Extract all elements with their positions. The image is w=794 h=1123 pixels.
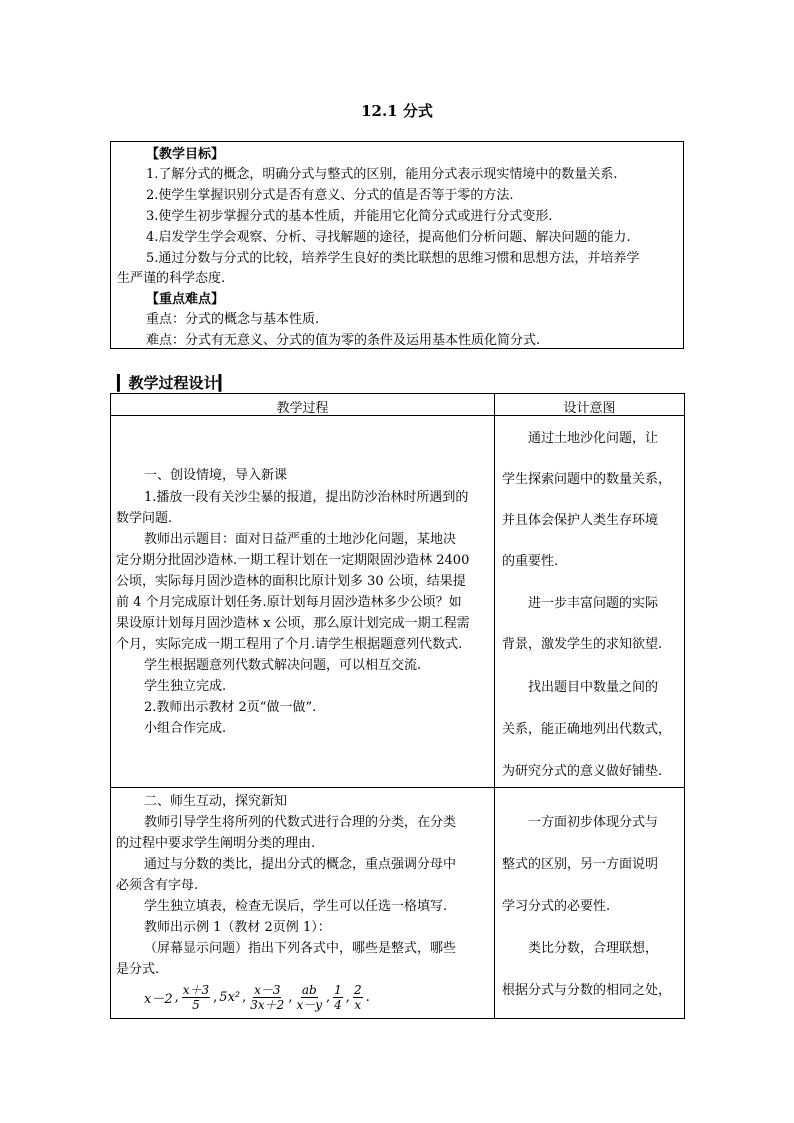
row1-right-line: 并且体会保护人类生存环境 <box>502 513 659 528</box>
objective-item-5: 5.通过分数与分式的比较，培养学生良好的类比联想的思维习惯和思想方法，并培养学 <box>146 251 640 266</box>
row2-left-line: 教师出示例 1（教材 2页例 1）： <box>144 920 331 935</box>
row1-left-line: 定分期分批固沙造林.一期工程计划在一定期限固沙造林 2400 <box>116 553 470 568</box>
process-table <box>110 393 685 1019</box>
objective-item-2: 2.使学生掌握识别分式是否有意义、分式的值是否等于零的方法. <box>146 188 514 203</box>
objective-item-1: 1.了解分式的概念，明确分式与整式的区别，能用分式表示现实情境中的数量关系. <box>146 167 618 182</box>
row1-left-line: 数学问题. <box>116 511 173 526</box>
row2-right-line: 整式的区别，另一方面说明 <box>502 857 659 872</box>
row1-left-line: 教师出示题目：面对日益严重的土地沙化问题，某地决 <box>144 532 457 547</box>
row-divider <box>111 787 684 788</box>
expr-fraction-3: $\frac{ab}{x-y}$ <box>296 983 323 1012</box>
row1-right-line: 关系，能正确地列出代数式， <box>502 722 672 737</box>
row1-right-line: 进一步丰富问题的实际 <box>528 596 659 611</box>
objective-item-5-cont: 生严谨的科学态度. <box>117 271 226 286</box>
row2-right-line: 根据分式与分数的相同之处， <box>502 983 672 998</box>
row2-left-line: 的过程中要求学生阐明分类的理由. <box>116 836 316 851</box>
row1-left-line: 一、创设情境，导入新课 <box>144 468 288 483</box>
row1-left-line: 小组合作完成. <box>144 721 227 736</box>
row2-left-line: （屏幕显示问题）指出下列各式中，哪些是整式，哪些 <box>144 941 457 956</box>
key-point: 重点：分式的概念与基本性质. <box>146 312 320 327</box>
row2-left-line: 学生独立填表，检查无误后，学生可以任选一格填写. <box>144 899 448 914</box>
row1-left-line: 学生独立完成. <box>144 679 227 694</box>
row1-right-line: 背景，激发学生的求知欲望. <box>502 637 663 652</box>
section-label: ▎教学过程设计▎ <box>117 374 231 392</box>
objective-item-3: 3.使学生初步掌握分式的基本性质，并能用它化简分式或进行分式变形. <box>146 209 553 224</box>
row2-left-line: 通过与分数的类比，提出分式的概念，重点强调分母中 <box>144 857 457 872</box>
header-intent: 设计意图 <box>563 401 616 416</box>
row1-right-line: 找出题目中数量之间的 <box>528 680 659 695</box>
expr-1: x－2 <box>144 992 173 1007</box>
objective-item-4: 4.启发学生学会观察、分析、寻找解题的途径，提高他们分析问题、解决问题的能力. <box>146 230 631 245</box>
row2-right-line: 类比分数，合理联想， <box>528 941 659 956</box>
row1-right-line: 通过土地沙化问题，让 <box>528 431 659 446</box>
row1-right-line: 学生探索问题中的数量关系， <box>502 472 672 487</box>
row1-left-line: 2.教师出示教材 2页“做一做”. <box>144 700 317 715</box>
row1-right-line: 的重要性. <box>502 554 559 569</box>
objectives-box <box>110 141 684 349</box>
row2-left-line: 必须含有字母. <box>116 878 199 893</box>
expr-fraction-5: $\frac{2}{x}$ <box>353 983 362 1012</box>
page-title: 12.1 分式 <box>361 102 433 120</box>
row2-left-line: 教师引导学生将所列的代数式进行合理的分类，在分类 <box>144 815 457 830</box>
row1-left-line: 1.播放一段有关沙尘暴的报道，提出防沙治林时所遇到的 <box>144 490 469 505</box>
row1-left-line: 个月，实际完成一期工程用了个月.请学生根据题意列代数式. <box>116 637 463 652</box>
row1-left-line: 公顷，实际每月固沙造林的面积比原计划多 30 公顷，结果提 <box>116 574 466 589</box>
row2-right-line: 学习分式的必要性. <box>502 899 611 914</box>
expr-2: 5x² <box>219 990 241 1005</box>
header-process: 教学过程 <box>276 401 329 416</box>
objectives-heading: 【教学目标】 <box>146 147 225 162</box>
row2-left-line: 是分式. <box>116 962 160 977</box>
row1-left-line: 果设原计划每月固沙造林 x 公顷，那么原计划完成一期工程需 <box>116 616 470 631</box>
expr-fraction-1: $\frac{x+3}{5}$ <box>182 983 210 1012</box>
row2-left-line: 二、师生互动，探究新知 <box>144 794 288 809</box>
math-expressions: x－2 , $\frac{x+3}{5}$ , 5x² , $\frac{x-3}{3x+2}$ , $\frac{ab}{x-y}$ , $\frac{1}{4}$ , $\frac{2}{x}$ . <box>144 983 370 1012</box>
row1-left-line: 学生根据题意列代数式解决问题，可以相互交流. <box>144 658 422 673</box>
difficult-point: 难点：分式有无意义、分式的值为零的条件及运用基本性质化简分式. <box>146 333 541 348</box>
row2-right-line: 一方面初步体现分式与 <box>528 815 659 830</box>
column-divider <box>494 394 495 1018</box>
expr-fraction-2: $\frac{x-3}{3x+2}$ <box>250 983 285 1012</box>
row1-left-line: 前 4 个月完成原计划任务.原计划每月固沙造林多少公顷？如 <box>116 595 462 610</box>
keypoints-heading: 【重点难点】 <box>146 292 225 307</box>
row1-right-line: 为研究分式的意义做好铺垫. <box>502 764 663 779</box>
expr-fraction-4: $\frac{1}{4}$ <box>334 983 342 1012</box>
